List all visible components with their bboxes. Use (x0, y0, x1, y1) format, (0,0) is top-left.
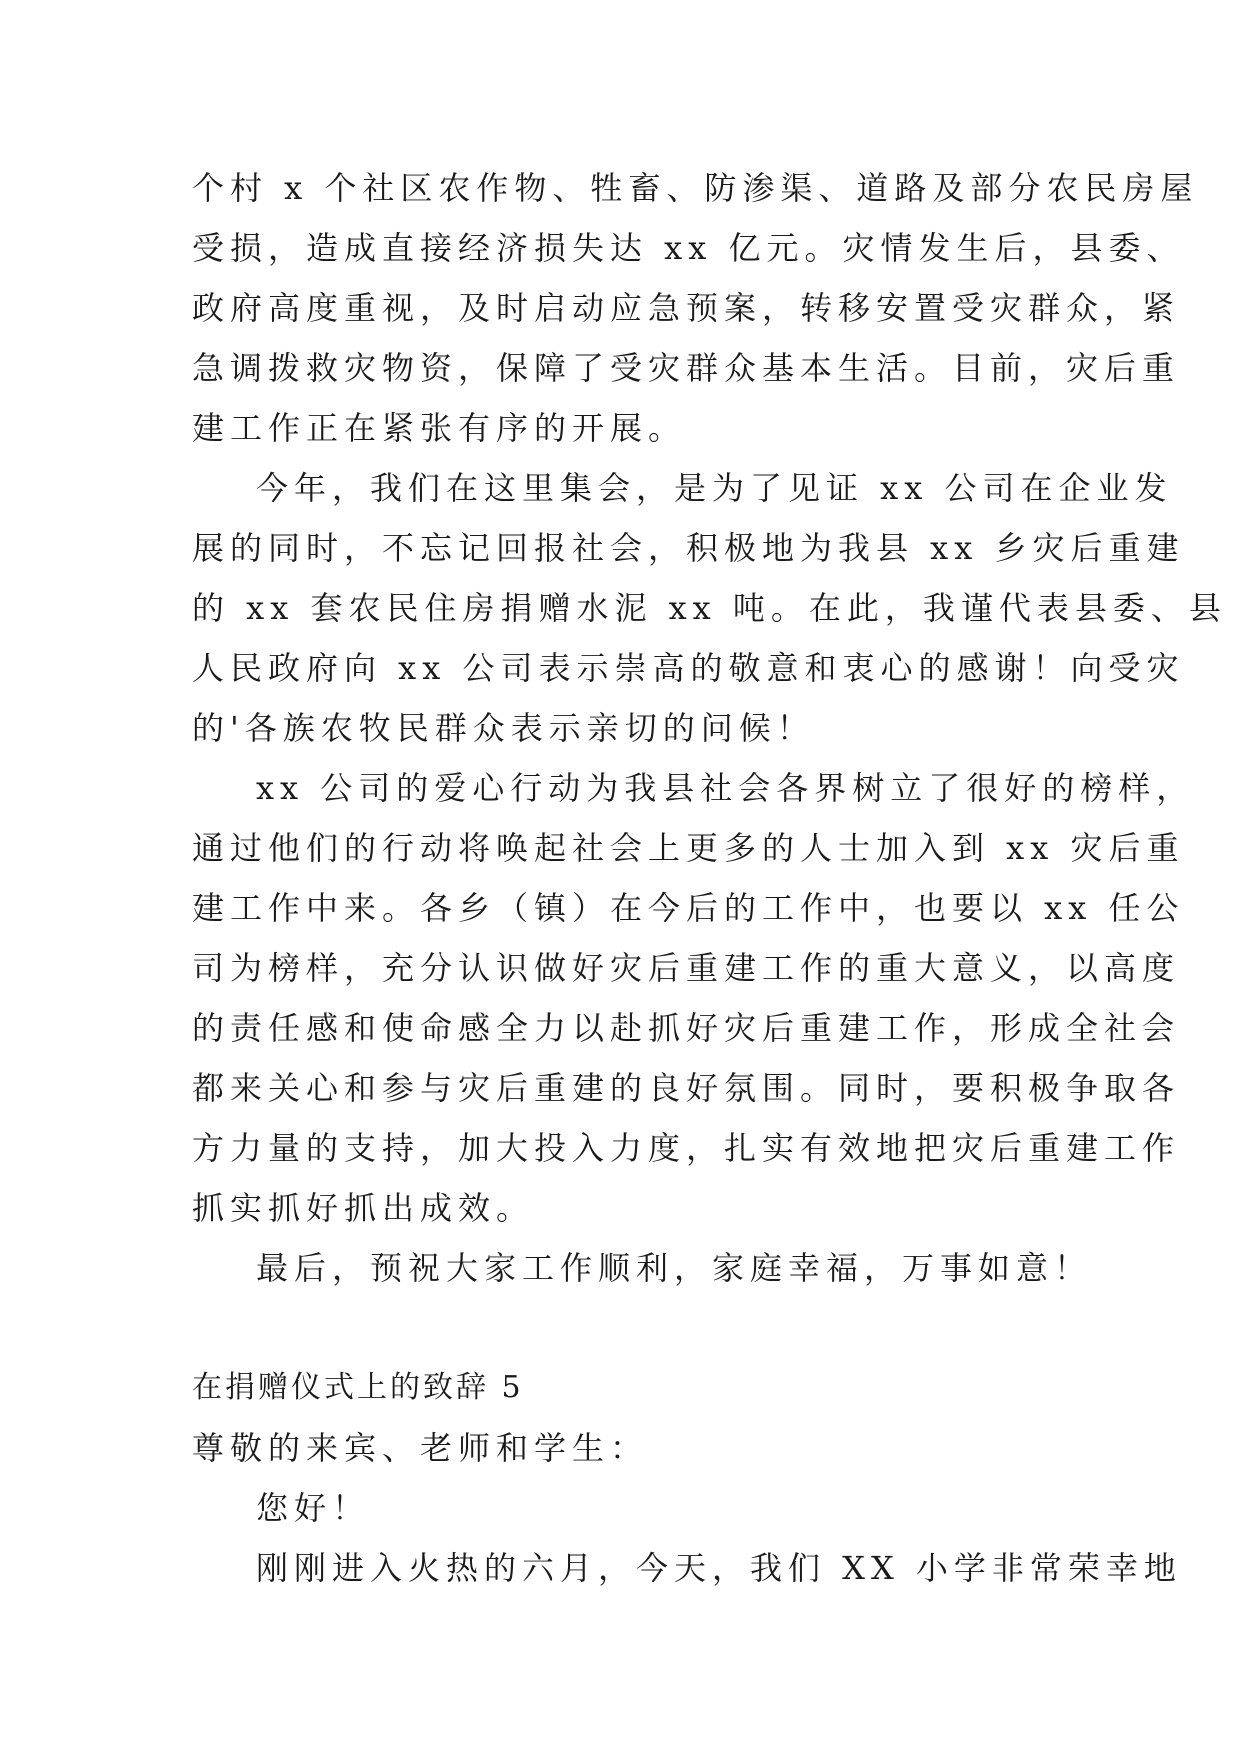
section-title: 在捐赠仪式上的致辞 5 (192, 1370, 524, 1405)
paragraph3-line-8: 抓实抓好抓出成效。 (192, 1189, 535, 1227)
closing-line: 最后，预祝大家工作顺利，家庭幸福，万事如意！ (256, 1249, 1093, 1287)
paragraph2-line-1: 今年，我们在这里集会，是为了见证 xx 公司在企业发 (256, 469, 1173, 507)
salutation: 尊敬的来宾、老师和学生： (192, 1429, 649, 1467)
paragraph3-line-3: 建工作中来。各乡（镇）在今后的工作中，也要以 xx 任公 (192, 889, 1185, 927)
paragraph1-line-3: 政府高度重视，及时启动应急预案，转移安置受灾群众，紧 (192, 289, 1181, 327)
paragraph3-line-6: 都来关心和参与灾后重建的良好氛围。同时，要积极争取各 (192, 1069, 1181, 1107)
opening-line: 刚刚进入火热的六月，今天，我们 XX 小学非常荣幸地 (256, 1549, 1182, 1587)
paragraph1-line-5: 建工作正在紧张有序的开展。 (192, 409, 687, 447)
greeting: 您好！ (256, 1489, 371, 1527)
paragraph3-line-5: 的责任感和使命感全力以赴抓好灾后重建工作，形成全社会 (192, 1009, 1181, 1047)
paragraph1-line-4: 急调拨救灾物资，保障了受灾群众基本生活。目前，灾后重 (192, 349, 1181, 387)
paragraph2-line-3: 的 xx 套农民住房捐赠水泥 xx 吨。在此，我谨代表县委、县 (192, 589, 1227, 627)
paragraph1-line-2: 受损，造成直接经济损失达 xx 亿元。灾情发生后，县委、 (192, 229, 1185, 267)
paragraph1-line-1: 个村 x 个社区农作物、牲畜、防渗渠、道路及部分农民房屋 (192, 169, 1199, 207)
paragraph3-line-2: 通过他们的行动将唤起社会上更多的人士加入到 xx 灾后重 (192, 829, 1185, 867)
section-spacer (192, 1298, 1064, 1358)
paragraph2-line-2: 展的同时，不忘记回报社会，积极地为我县 xx 乡灾后重建 (192, 529, 1185, 567)
paragraph2-line-5: 的'各族农牧民群众表示亲切的问候！ (192, 709, 815, 747)
document-page (192, 158, 1227, 1598)
paragraph3-line-7: 方力量的支持，加大投入力度，扎实有效地把灾后重建工作 (192, 1129, 1181, 1167)
paragraph3-line-4: 司为榜样，充分认识做好灾后重建工作的重大意义，以高度 (192, 949, 1181, 987)
paragraph2-line-4: 人民政府向 xx 公司表示崇高的敬意和衷心的感谢！向受灾 (192, 649, 1185, 687)
paragraph3-line-1: xx 公司的爱心行动为我县社会各界树立了很好的榜样， (256, 769, 1195, 807)
